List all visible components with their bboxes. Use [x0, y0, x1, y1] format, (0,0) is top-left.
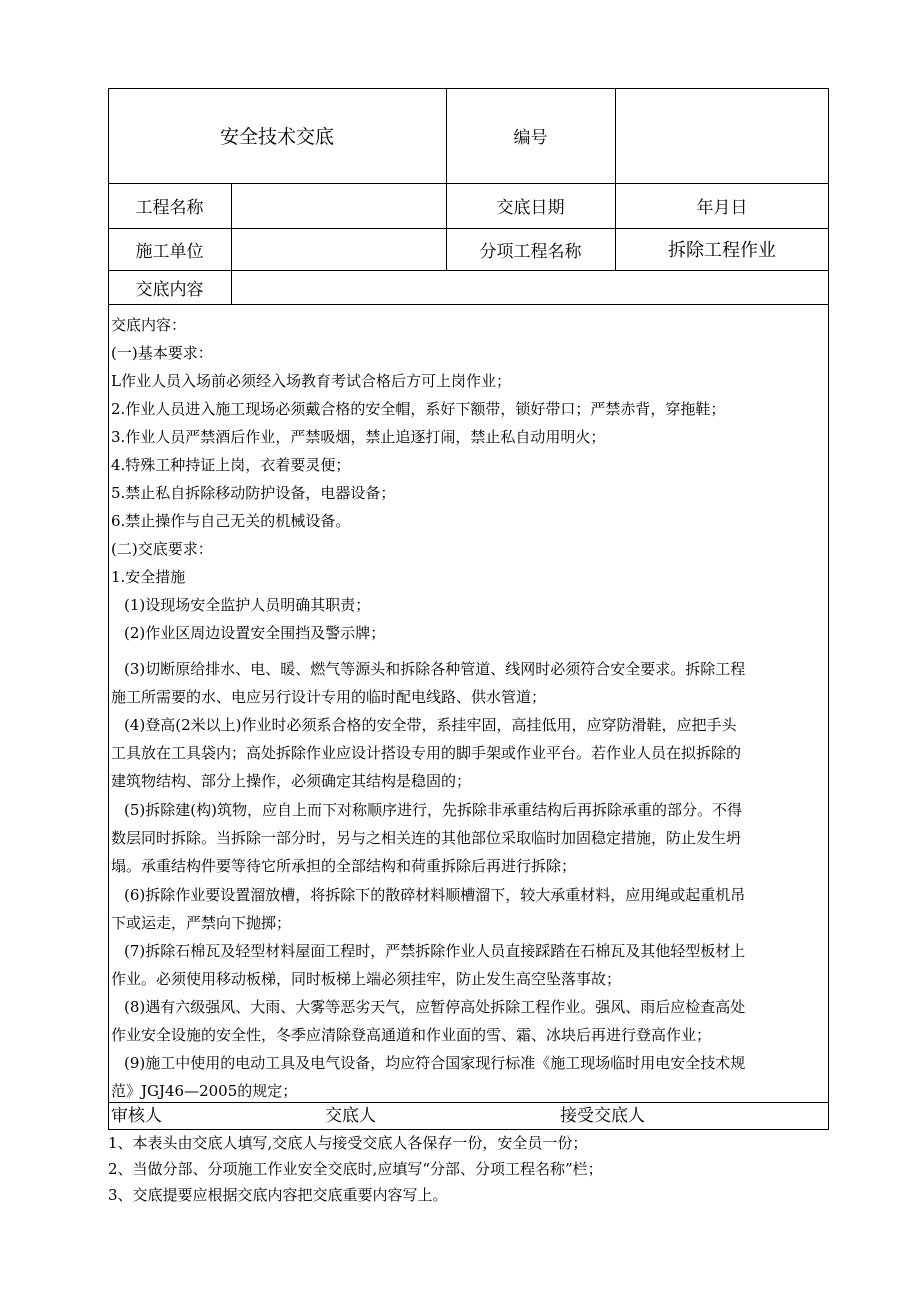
- project-name-label: 工程名称: [135, 198, 204, 218]
- row-divider: [108, 304, 829, 305]
- content-line: (2)作业区周边设置安全围挡及警示牌；: [124, 624, 386, 642]
- content-line: 5.禁止私自拆除移动防护设备，电器设备；: [111, 484, 396, 502]
- number-label: 编号: [513, 128, 548, 148]
- content-line: 塌。承重结构件要等待它所承担的全部结构和荷重拆除后再进行拆除；: [111, 857, 577, 875]
- number-value[interactable]: [615, 88, 829, 183]
- date-label: 交底日期: [496, 198, 565, 218]
- content-line: (6)拆除作业要设置溜放槽，将拆除下的散碎材料顺槽溜下，较大承重材料，应用绳或起重机吊: [124, 886, 746, 904]
- note-line: 2、当做分部、分项施工作业安全交底时,应填写“分部、分项工程名称”栏；: [108, 1160, 603, 1178]
- content-line: (9)施工中使用的电动工具及电气设备，均应符合国家现行标准《施工现场临时用电安全技术规: [124, 1054, 746, 1072]
- content-label: 交底内容: [135, 279, 204, 300]
- construction-unit-label: 施工单位: [135, 241, 204, 262]
- content-line: (8)遇有六级强风、大雨、大雾等恶劣天气，应暂停高处拆除工程作业。强风、雨后应检查高处: [124, 998, 746, 1016]
- content-line: 工具放在工具袋内；高处拆除作业应设计搭设专用的脚手架或作业平台。若作业人员在拟拆除的: [111, 744, 742, 762]
- form-title: 安全技术交底: [219, 126, 334, 148]
- sub-project-value[interactable]: 拆除工程作业: [668, 240, 776, 261]
- content-line: 作业。必须使用移动板梯，同时板梯上端必须挂牢，防止发生高空坠落事故；: [111, 970, 622, 988]
- construction-unit-value[interactable]: [231, 228, 446, 270]
- reviewer-label: 审核人: [111, 1106, 162, 1126]
- content-line: 施工所需要的水、电应另行设计专用的临时配电线路、供水管道；: [111, 688, 547, 706]
- presenter-label: 交底人: [325, 1106, 376, 1126]
- content-line: (一)基本要求：: [111, 344, 213, 362]
- content-line: 交底内容：: [111, 316, 187, 334]
- content-line: (1)设现场安全监护人员明确其职责；: [124, 596, 371, 614]
- content-line: (二)交底要求：: [111, 540, 213, 558]
- content-line: L作业人员入场前必须经入场教育考试合格后方可上岗作业；: [111, 372, 511, 390]
- content-line: (4)登高(2米以上)作业时必须系合格的安全带，系挂牢固，高挂低用，应穿防滑鞋，应把手头: [124, 716, 737, 734]
- sub-project-label: 分项工程名称: [479, 241, 582, 262]
- date-value[interactable]: 年月日: [696, 198, 748, 218]
- content-line: 下或运走，严禁向下抛掷；: [111, 914, 292, 932]
- content-line: 范》JGJ46—2005的规定；: [111, 1082, 298, 1100]
- content-line: 6.禁止操作与自己无关的机械设备。: [111, 512, 351, 530]
- content-line: (5)拆除建(构)筑物，应自上而下对称顺序进行，先拆除非承重结构后再拆除承重的部分。不得: [124, 801, 742, 819]
- receiver-label: 接受交底人: [560, 1106, 645, 1126]
- content-line: (3)切断原给排水、电、暖、燃气等源头和拆除各种管道、线网时必须符合安全要求。拆除工程: [124, 660, 746, 678]
- note-line: 1、本表头由交底人填写,交底人与接受交底人各保存一份，安全员一份；: [108, 1134, 588, 1152]
- note-line: 3、交底提要应根据交底内容把交底重要内容写上。: [108, 1186, 448, 1204]
- content-line: 4.特殊工种持证上岗，衣着要灵便；: [111, 456, 351, 474]
- content-line: (7)拆除石棉瓦及轻型材料屋面工程时，严禁拆除作业人员直接踩踏在石棉瓦及其他轻型板材上: [124, 942, 746, 960]
- content-line: 1.安全措施: [111, 568, 186, 586]
- content-line: 数层同时拆除。当拆除一部分时，另与之相关连的其他部位采取临时加固稳定措施，防止发生坍: [111, 829, 742, 847]
- content-value[interactable]: [231, 270, 829, 304]
- content-line: 作业安全设施的安全性，冬季应清除登高通道和作业面的雪、霜、冰块后再进行登高作业；: [111, 1026, 712, 1044]
- project-name-value[interactable]: [231, 183, 446, 228]
- content-line: 3.作业人员严禁酒后作业，严禁吸烟，禁止追逐打闹，禁止私自动用明火；: [111, 428, 606, 446]
- content-line: 2.作业人员进入施工现场必须戴合格的安全帽，系好下额带，锁好带口；严禁赤背，穿拖鞋；: [111, 400, 726, 418]
- content-line: 建筑物结构、部分上操作，必须确定其结构是稳固的；: [111, 772, 472, 790]
